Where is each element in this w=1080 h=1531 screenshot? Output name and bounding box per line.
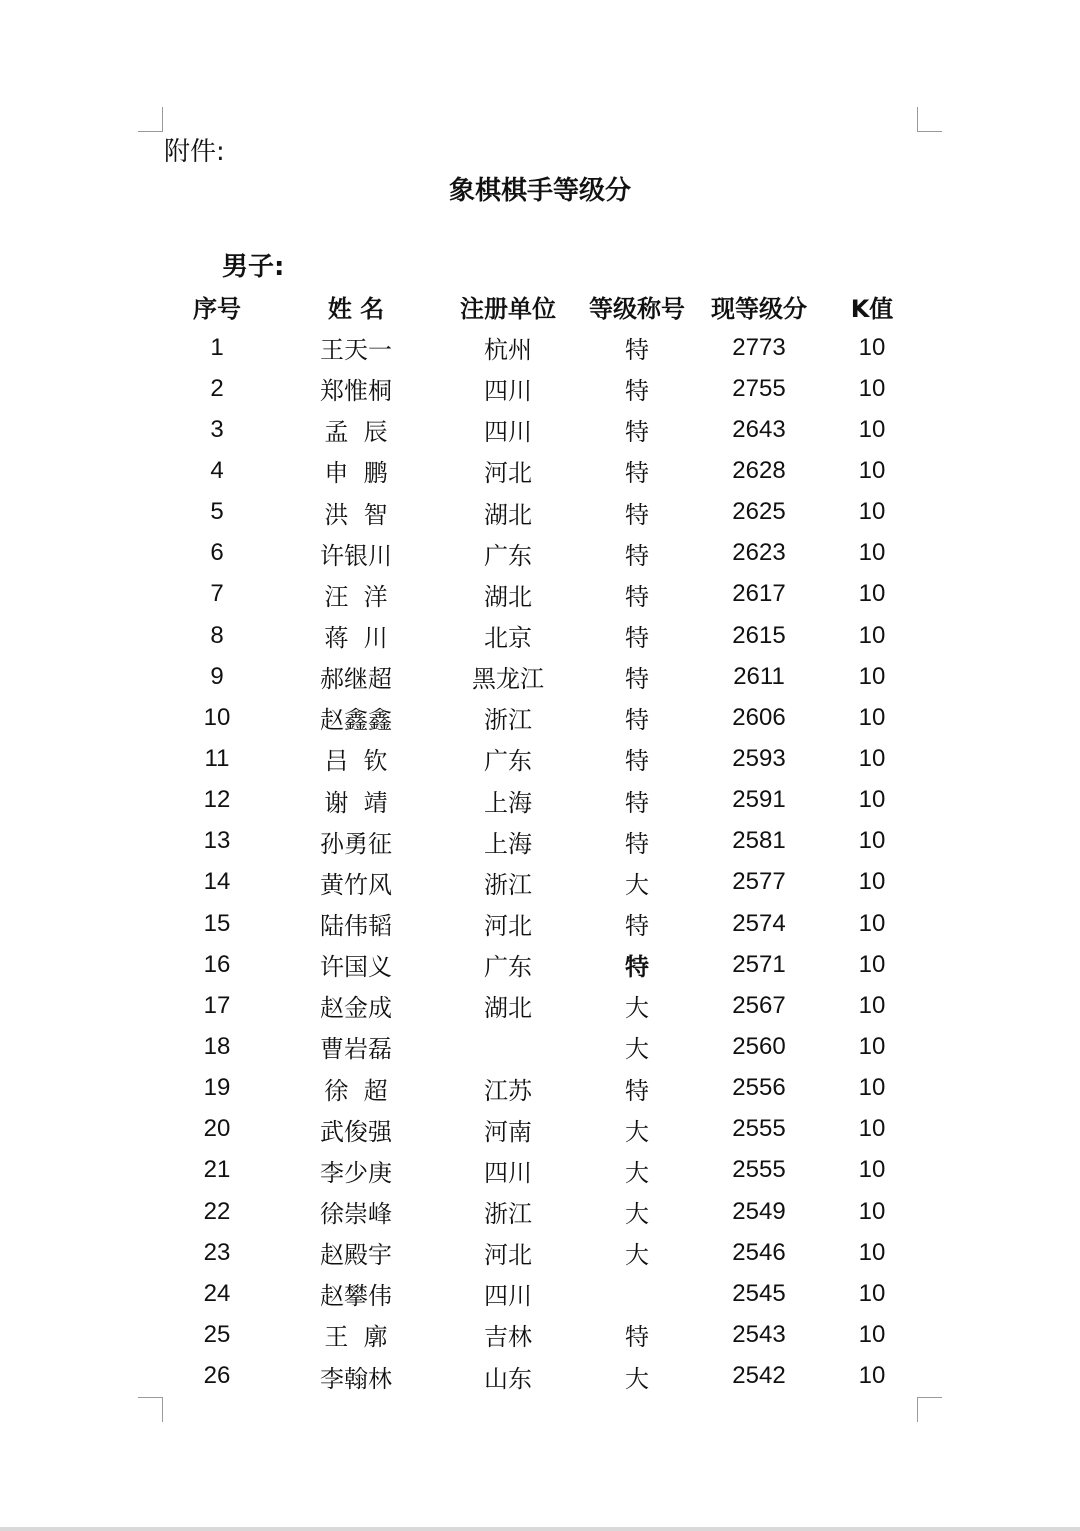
- rating-table: [0, 285, 1080, 1397]
- cell-k: 10: [858, 1279, 886, 1307]
- cell-no: 21: [203, 1156, 231, 1184]
- table-row: [0, 1026, 1080, 1067]
- cell-no: 13: [203, 827, 231, 855]
- cell-name: 徐崇峰: [320, 1200, 392, 1229]
- cell-no: 23: [203, 1238, 231, 1266]
- cell-unit: 河南: [484, 1117, 532, 1146]
- cell-name: 蒋 川: [324, 624, 388, 653]
- cell-name: 孟 辰: [324, 418, 388, 447]
- table-header-row: [0, 285, 1080, 327]
- cell-k: 10: [858, 1115, 886, 1143]
- table-row: [0, 1068, 1080, 1109]
- table-body: [0, 327, 1080, 1397]
- cell-k: 10: [858, 1320, 886, 1348]
- table-row: [0, 1109, 1080, 1150]
- cell-level: 特: [625, 1076, 649, 1105]
- cell-level: 特: [625, 953, 649, 982]
- cell-level: 大: [625, 870, 649, 899]
- cell-unit: 广东: [484, 953, 532, 982]
- cell-unit: 黑龙江: [472, 665, 544, 694]
- cell-no: 12: [203, 786, 231, 814]
- cell-no: 4: [210, 456, 224, 484]
- cell-unit: 北京: [484, 624, 532, 653]
- cell-no: 11: [204, 744, 230, 772]
- cell-score: 2549: [732, 1197, 786, 1225]
- cell-name: 赵金成: [320, 994, 392, 1023]
- header-level: 等级称号: [589, 294, 685, 323]
- cell-unit: 河北: [484, 912, 532, 941]
- cell-no: 15: [203, 909, 231, 937]
- table-row: [0, 862, 1080, 903]
- cell-unit: 四川: [484, 418, 532, 447]
- cell-k: 10: [858, 744, 886, 772]
- attachment-label: 附件:: [164, 137, 225, 167]
- cell-level: 特: [625, 624, 649, 653]
- cell-name: 赵鑫鑫: [320, 706, 392, 735]
- cell-k: 10: [858, 333, 886, 361]
- table-row: [0, 450, 1080, 491]
- section-label-men: 男子:: [222, 252, 285, 282]
- cell-level: 特: [625, 336, 649, 365]
- cell-unit: 上海: [484, 829, 532, 858]
- cell-k: 10: [858, 909, 886, 937]
- header-unit: 注册单位: [460, 294, 556, 323]
- cell-no: 1: [210, 333, 224, 361]
- cell-k: 10: [858, 1238, 886, 1266]
- table-row: [0, 1150, 1080, 1191]
- cell-k: 10: [858, 950, 886, 978]
- cell-score: 2611: [733, 662, 785, 690]
- cell-k: 10: [858, 1197, 886, 1225]
- cell-no: 19: [203, 1074, 231, 1102]
- cell-unit: 河北: [484, 1241, 532, 1270]
- cell-score: 2542: [732, 1362, 786, 1390]
- header-score: 现等级分: [711, 294, 807, 323]
- table-row: [0, 1232, 1080, 1273]
- cell-no: 22: [203, 1197, 231, 1225]
- cell-score: 2556: [732, 1074, 786, 1102]
- cell-score: 2623: [732, 539, 786, 567]
- cell-no: 17: [203, 991, 231, 1019]
- cell-level: 特: [625, 377, 649, 406]
- cell-name: 武俊强: [320, 1117, 392, 1146]
- cell-name: 申 鹏: [324, 459, 388, 488]
- table-row: [0, 738, 1080, 779]
- page-corner-mark-bottom-right: [917, 1397, 942, 1422]
- cell-k: 10: [858, 827, 886, 855]
- cell-k: 10: [858, 580, 886, 608]
- table-row: [0, 492, 1080, 533]
- cell-unit: 河北: [484, 459, 532, 488]
- table-row: [0, 697, 1080, 738]
- table-row: [0, 615, 1080, 656]
- cell-unit: 湖北: [484, 500, 532, 529]
- cell-no: 2: [210, 374, 224, 402]
- cell-k: 10: [858, 786, 886, 814]
- cell-k: 10: [858, 1032, 886, 1060]
- header-k: K值: [850, 294, 894, 323]
- cell-no: 16: [203, 950, 231, 978]
- cell-no: 20: [203, 1115, 231, 1143]
- cell-level: [577, 1273, 697, 1314]
- cell-unit: 山东: [484, 1364, 532, 1393]
- cell-level: 特: [625, 1323, 649, 1352]
- table-row: [0, 944, 1080, 985]
- cell-unit: 浙江: [484, 870, 532, 899]
- cell-k: 10: [858, 868, 886, 896]
- cell-level: 大: [625, 1035, 649, 1064]
- cell-k: 10: [858, 498, 886, 526]
- cell-k: 10: [858, 991, 886, 1019]
- cell-no: 9: [210, 662, 224, 690]
- cell-score: 2628: [732, 456, 786, 484]
- cell-score: 2555: [732, 1115, 786, 1143]
- cell-name: 曹岩磊: [320, 1035, 392, 1064]
- cell-score: 2773: [732, 333, 786, 361]
- cell-k: 10: [858, 415, 886, 443]
- cell-level: 大: [625, 1241, 649, 1270]
- cell-name: 赵攀伟: [320, 1282, 392, 1311]
- cell-no: 25: [203, 1320, 231, 1348]
- cell-k: 10: [858, 621, 886, 649]
- cell-no: 8: [210, 621, 224, 649]
- cell-score: 2543: [732, 1320, 786, 1348]
- cell-unit: 四川: [484, 377, 532, 406]
- table-row: [0, 1356, 1080, 1397]
- cell-score: 2606: [732, 703, 786, 731]
- cell-score: 2625: [732, 498, 786, 526]
- cell-level: 特: [625, 829, 649, 858]
- document-title: 象棋棋手等级分: [448, 176, 631, 206]
- table-row: [0, 368, 1080, 409]
- cell-unit: 四川: [484, 1282, 532, 1311]
- cell-unit: 湖北: [484, 582, 532, 611]
- cell-name: 郝继超: [320, 665, 392, 694]
- cell-no: 18: [203, 1032, 231, 1060]
- cell-name: 徐 超: [324, 1076, 388, 1105]
- cell-score: 2643: [732, 415, 786, 443]
- page-corner-mark-top-left: [138, 107, 163, 132]
- cell-score: 2755: [732, 374, 786, 402]
- cell-level: 大: [625, 1158, 649, 1187]
- table-row: [0, 985, 1080, 1026]
- table-row: [0, 533, 1080, 574]
- cell-unit: 湖北: [484, 994, 532, 1023]
- cell-unit: 杭州: [484, 336, 532, 365]
- table-row: [0, 903, 1080, 944]
- cell-level: 大: [625, 994, 649, 1023]
- cell-name: 王 廓: [324, 1323, 388, 1352]
- cell-no: 26: [203, 1362, 231, 1390]
- cell-level: 大: [625, 1117, 649, 1146]
- header-no: 序号: [193, 294, 241, 323]
- cell-level: 特: [625, 706, 649, 735]
- cell-k: 10: [858, 1156, 886, 1184]
- cell-k: 10: [858, 1074, 886, 1102]
- cell-score: 2617: [732, 580, 786, 608]
- cell-name: 孙勇征: [320, 829, 392, 858]
- cell-k: 10: [858, 539, 886, 567]
- cell-level: 特: [625, 500, 649, 529]
- cell-no: 10: [203, 703, 231, 731]
- cell-unit: 浙江: [484, 706, 532, 735]
- cell-no: 24: [203, 1279, 231, 1307]
- cell-unit: 四川: [484, 1158, 532, 1187]
- cell-score: 2615: [732, 621, 786, 649]
- cell-name: 许国义: [320, 953, 392, 982]
- page-corner-mark-top-right: [917, 107, 942, 132]
- cell-k: 10: [858, 456, 886, 484]
- cell-score: 2574: [732, 909, 786, 937]
- cell-level: 特: [625, 788, 649, 817]
- cell-unit: 广东: [484, 747, 532, 776]
- cell-score: 2593: [732, 744, 786, 772]
- cell-no: 6: [210, 539, 224, 567]
- cell-name: 许银川: [320, 541, 392, 570]
- page-corner-mark-bottom-left: [138, 1397, 163, 1422]
- cell-no: 3: [210, 415, 224, 443]
- table-row: [0, 656, 1080, 697]
- cell-score: 2581: [732, 827, 786, 855]
- table-row: [0, 409, 1080, 450]
- table-row: [0, 821, 1080, 862]
- cell-unit: 江苏: [484, 1076, 532, 1105]
- cell-unit: [448, 1026, 568, 1067]
- cell-name: 黄竹风: [320, 870, 392, 899]
- table-row: [0, 327, 1080, 368]
- cell-k: 10: [858, 703, 886, 731]
- cell-no: 5: [210, 498, 224, 526]
- cell-name: 汪 洋: [324, 582, 388, 611]
- cell-level: 特: [625, 912, 649, 941]
- cell-level: 特: [625, 582, 649, 611]
- cell-name: 郑惟桐: [320, 377, 392, 406]
- table-row: [0, 1273, 1080, 1314]
- cell-level: 特: [625, 459, 649, 488]
- header-name: 姓 名: [327, 294, 385, 323]
- cell-k: 10: [858, 374, 886, 402]
- cell-level: 大: [625, 1200, 649, 1229]
- cell-unit: 广东: [484, 541, 532, 570]
- table-row: [0, 780, 1080, 821]
- cell-level: 特: [625, 747, 649, 776]
- cell-name: 王天一: [320, 336, 392, 365]
- cell-name: 谢 靖: [324, 788, 388, 817]
- cell-score: 2560: [732, 1032, 786, 1060]
- cell-level: 大: [625, 1364, 649, 1393]
- cell-k: 10: [858, 662, 886, 690]
- cell-k: 10: [858, 1362, 886, 1390]
- table-row: [0, 1191, 1080, 1232]
- cell-name: 洪 智: [324, 500, 388, 529]
- table-row: [0, 1314, 1080, 1355]
- cell-level: 特: [625, 665, 649, 694]
- cell-unit: 浙江: [484, 1200, 532, 1229]
- cell-level: 特: [625, 541, 649, 570]
- cell-name: 吕 钦: [324, 747, 388, 776]
- cell-score: 2567: [732, 991, 786, 1019]
- cell-score: 2591: [732, 786, 786, 814]
- cell-level: 特: [625, 418, 649, 447]
- page-bottom-edge: [0, 1527, 1080, 1531]
- cell-score: 2546: [732, 1238, 786, 1266]
- cell-name: 李少庚: [320, 1158, 392, 1187]
- table-row: [0, 574, 1080, 615]
- cell-no: 14: [203, 868, 231, 896]
- cell-name: 李翰林: [320, 1364, 392, 1393]
- cell-score: 2555: [732, 1156, 786, 1184]
- cell-unit: 吉林: [484, 1323, 532, 1352]
- cell-unit: 上海: [484, 788, 532, 817]
- cell-name: 陆伟韬: [320, 912, 392, 941]
- cell-name: 赵殿宇: [320, 1241, 392, 1270]
- cell-score: 2545: [732, 1279, 786, 1307]
- cell-score: 2577: [732, 868, 786, 896]
- cell-no: 7: [210, 580, 224, 608]
- cell-score: 2571: [732, 950, 786, 978]
